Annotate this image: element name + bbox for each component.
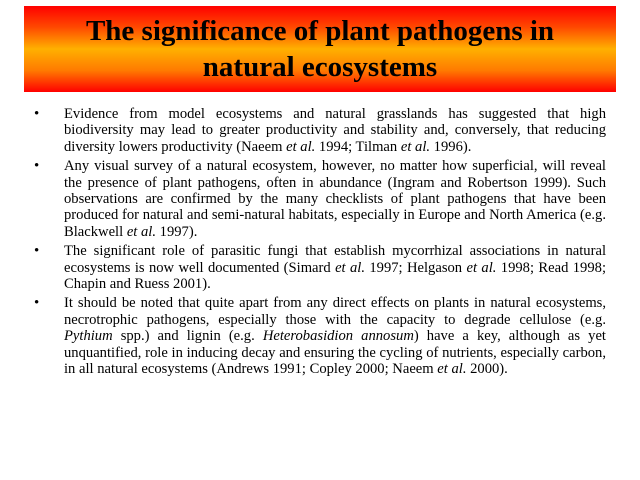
italic-text: et al. (335, 259, 365, 276)
bullet-text (64, 106, 606, 155)
text-segment: Any visual survey of a natural ecosystem, however, no matter how superficial, will reveal the presence of plant pathogens, often in abundance (Ingram and Robertson 1999). Such observations are confirmed by the many checklists of plant pathogens that have been produced for natural and semi-natural habitats, especially in Europe and North America (e.g. Blackwell (64, 158, 606, 240)
italic-text: et al. (437, 361, 467, 378)
text-segment: ) have a key, although as yet unquantified, role in inducing decay and ensuring the cycling of nutrients, especially carbon, in all natural ecosystems (Andrews 1991; Copley 2000; Naeem (64, 328, 606, 378)
italic-text: et al. (286, 138, 316, 155)
bullet-marker: • (34, 295, 40, 312)
text-segment: It should be noted that quite apart from any direct effects on plants in natural ecosystems, necrotrophic pathogens, especially those with the capacity to degrade cellulose (e.g. (64, 295, 606, 328)
bullet-text (64, 295, 606, 377)
italic-text: Heterobasidion annosum (262, 328, 414, 345)
bullet-text (64, 243, 606, 292)
bullet-marker: • (34, 106, 40, 122)
slide-title-line-1: The significance of plant pathogens in (85, 15, 555, 47)
bullet-item (34, 295, 606, 377)
text-segment: Evidence from model ecosystems and natural grasslands has suggested that high biodiversity may lead to greater productivity and stability and, conversely, that reducing diversity lowers productivity (Naeem (64, 106, 606, 155)
text-segment: The significant role of parasitic fungi that establish mycorrhizal associations in natural ecosystems is now well documented (Simard (64, 243, 606, 276)
title-banner (24, 6, 616, 92)
text-segment: 1998; Read 1998; Chapin and Ruess 2001). (64, 259, 607, 293)
text-segment: 1997; Helgason (364, 259, 467, 276)
bullet-item (34, 106, 606, 155)
text-segment: 1997). (156, 223, 198, 240)
bullet-marker: • (34, 243, 40, 260)
italic-text: et al. (466, 259, 497, 276)
text-segment: 2000). (466, 361, 508, 378)
bullet-marker: • (34, 158, 40, 175)
bullet-text (64, 158, 606, 240)
bullet-item (34, 243, 606, 292)
slide-title-line-2: natural ecosystems (202, 51, 438, 83)
italic-text: et al. (126, 223, 157, 240)
italic-text: Pythium (64, 328, 113, 345)
bullet-item (34, 158, 606, 240)
text-segment: 1996). (430, 138, 472, 155)
text-segment: 1994; Tilman (315, 138, 401, 155)
bullet-list (34, 106, 606, 381)
italic-text: et al. (400, 138, 431, 155)
text-segment: spp.) and lignin (e.g. (112, 328, 263, 345)
